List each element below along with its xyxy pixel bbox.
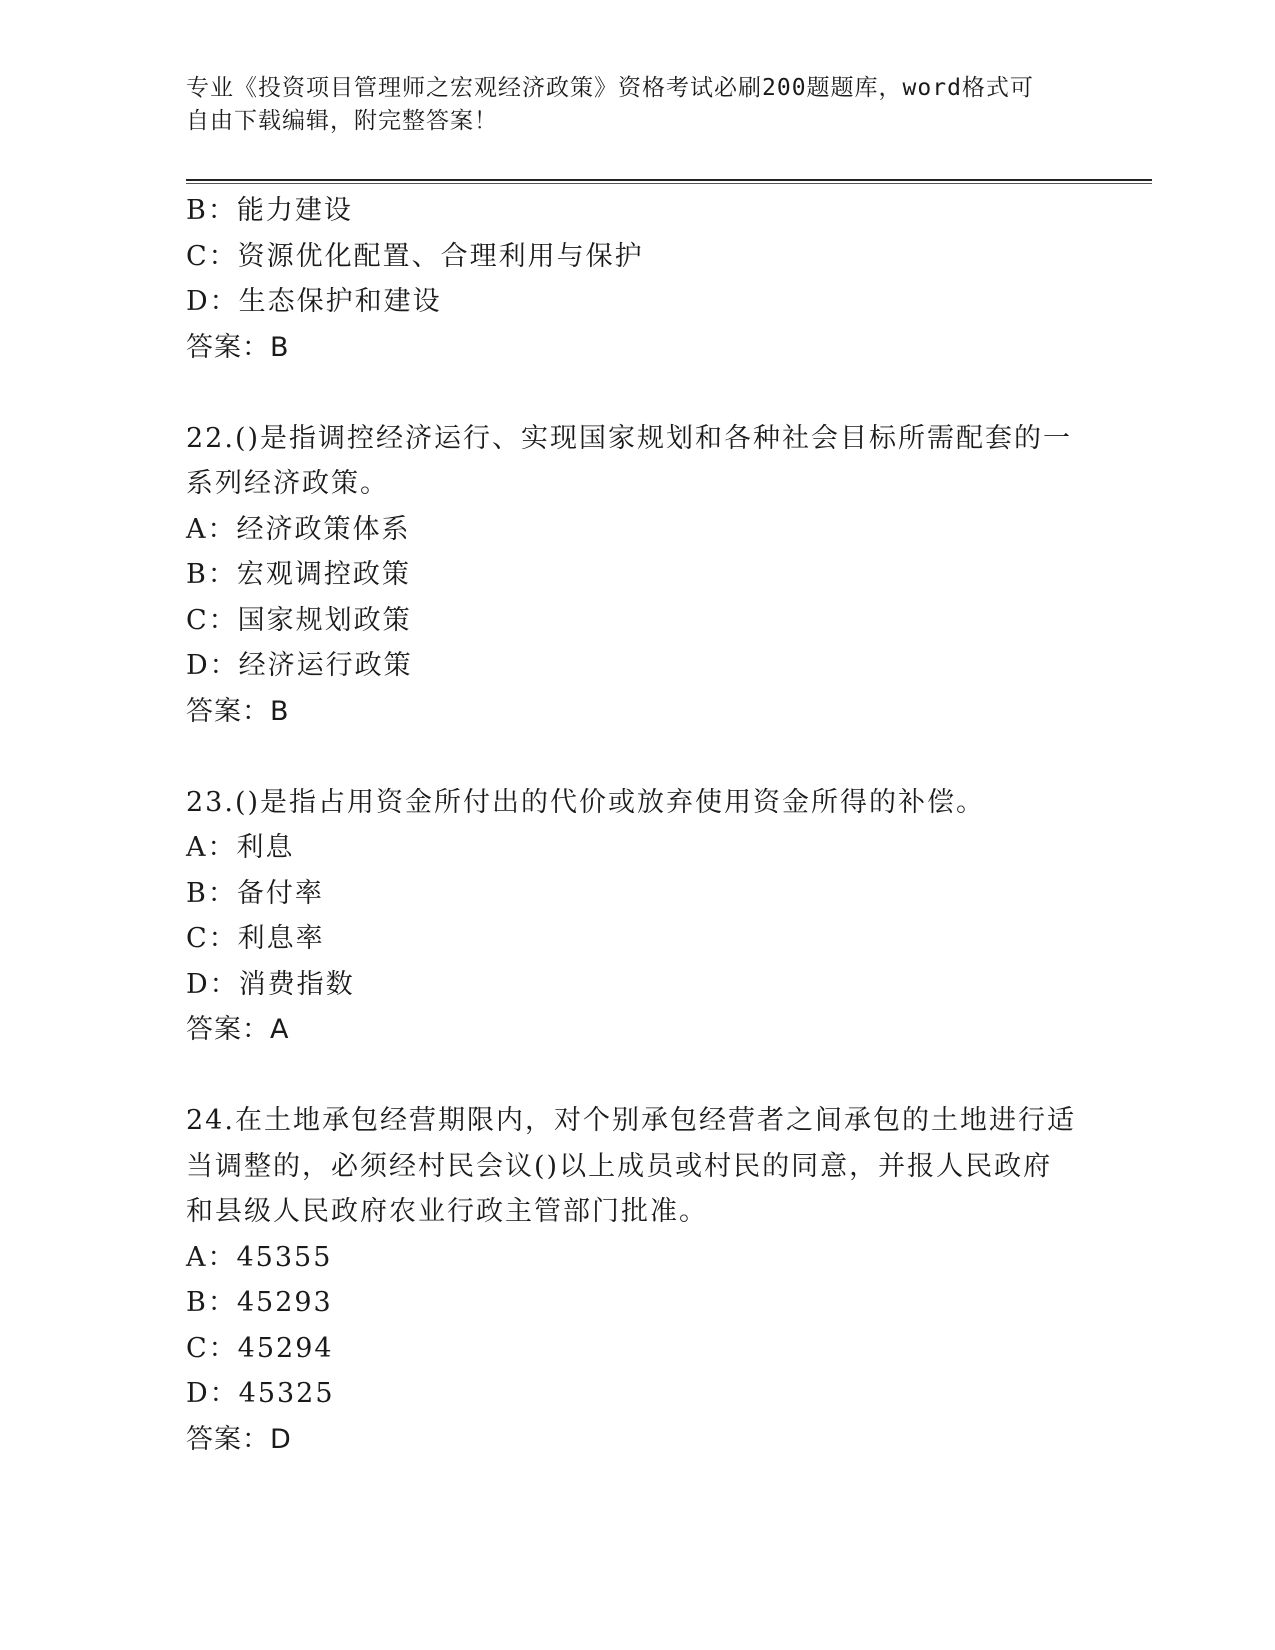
question-24 — [186, 1098, 1086, 1462]
option-a: A：45355 — [186, 1241, 333, 1273]
question-stem-line: 24.在土地承包经营期限内，对个别承包经营者之间承包的土地进行适 — [186, 1105, 1076, 1136]
spacer — [186, 1053, 1086, 1099]
option-d: D：消费指数 — [186, 968, 355, 1000]
spacer — [186, 734, 1086, 780]
option-a: A：利息 — [186, 832, 295, 863]
option-b: B：能力建设 — [186, 195, 353, 226]
question-23 — [186, 780, 1086, 1053]
answer: 答案：A — [186, 1014, 290, 1045]
option-c: C：利息率 — [186, 923, 325, 954]
question-21-tail — [186, 188, 1086, 370]
question-list — [186, 188, 1086, 1462]
option-d: D：经济运行政策 — [186, 650, 413, 681]
header-line-2: 自由下载编辑，附完整答案！ — [186, 108, 498, 134]
answer: 答案：D — [186, 1423, 292, 1455]
document-header — [186, 72, 1066, 138]
question-stem-line: 系列经济政策。 — [186, 468, 389, 499]
option-b: B：宏观调控政策 — [186, 559, 411, 590]
option-c: C：国家规划政策 — [186, 604, 412, 636]
spacer — [186, 370, 1086, 416]
option-c: C：资源优化配置、合理利用与保护 — [186, 240, 644, 272]
header-divider-thin — [186, 183, 1152, 184]
question-stem-line: 22.()是指调控经济运行、实现国家规划和各种社会目标所需配套的一 — [186, 422, 1073, 454]
question-stem-line: 和县级人民政府农业行政主管部门批准。 — [186, 1196, 708, 1227]
header-divider-thick — [186, 179, 1152, 181]
option-d: D：45325 — [186, 1378, 335, 1409]
answer: 答案：B — [186, 695, 290, 727]
answer: 答案：B — [186, 331, 290, 363]
option-b: B：45293 — [186, 1287, 333, 1318]
option-b: B：备付率 — [186, 877, 324, 909]
option-c: C：45294 — [186, 1332, 334, 1364]
question-stem-line: 23.()是指占用资金所付出的代价或放弃使用资金所得的补偿。 — [186, 786, 986, 818]
option-a: A：经济政策体系 — [186, 513, 411, 545]
option-d: D：生态保护和建设 — [186, 286, 442, 317]
header-line-1: 专业《投资项目管理师之宏观经济政策》资格考试必刷200题题库，word格式可 — [186, 75, 1034, 101]
question-22 — [186, 416, 1086, 735]
question-stem-line: 当调整的，必须经村民会议()以上成员或村民的同意，并报人民政府 — [186, 1150, 1053, 1182]
